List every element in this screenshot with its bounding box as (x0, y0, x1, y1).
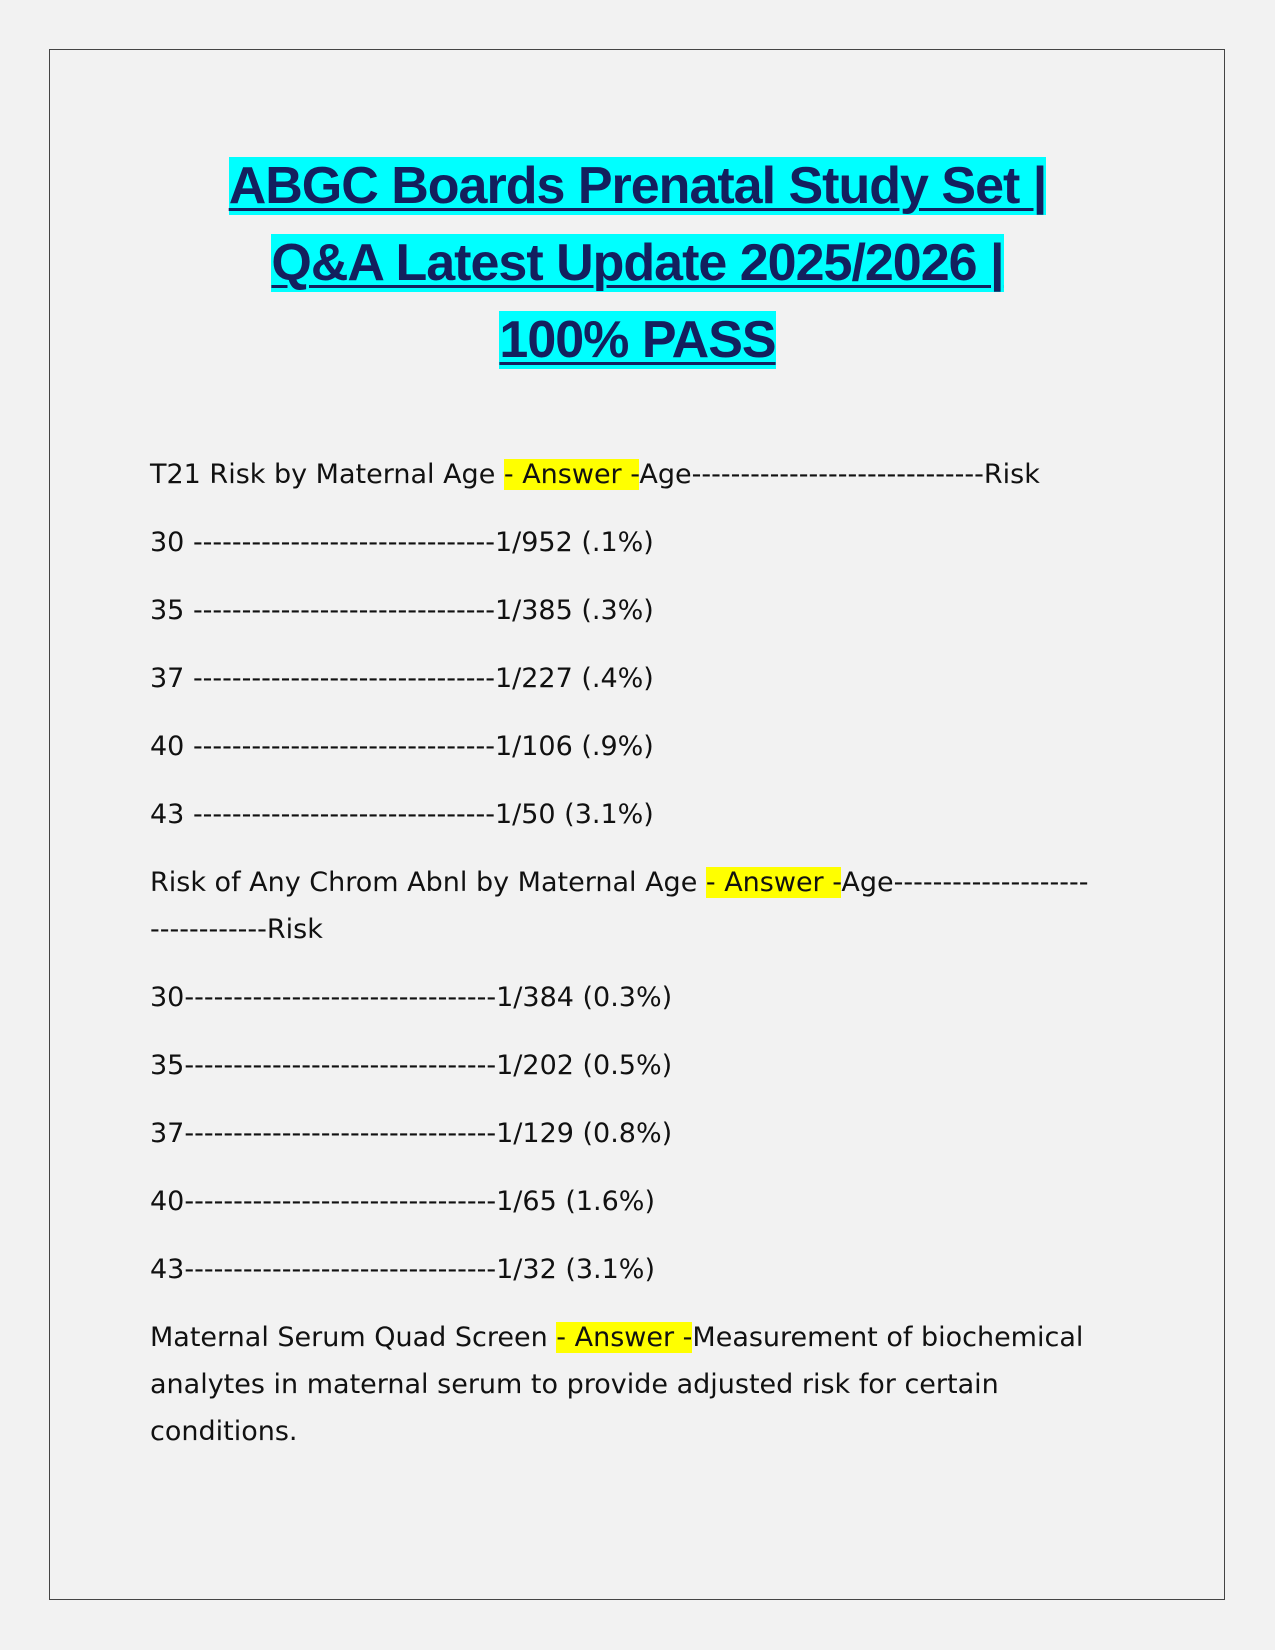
table-row: 35--------------------------------1/202 (0.5%) (150, 1050, 673, 1081)
document-body (150, 451, 1090, 1476)
answer-text: Measurement of biochemical analytes in maternal serum to provide adjusted risk for certain conditions. (150, 1322, 1084, 1447)
answer-text: Age--------------------------------Risk (150, 867, 1089, 945)
answer-text: Age------------------------------Risk (639, 459, 1040, 490)
qa-item-quad (150, 1314, 1090, 1455)
question-text: T21 Risk by Maternal Age (150, 459, 504, 490)
table-row: 43--------------------------------1/32 (3.1%) (150, 1254, 655, 1285)
table-row: 40--------------------------------1/65 (1.6%) (150, 1186, 655, 1217)
qa-item-t21 (150, 451, 1090, 498)
question-text: Maternal Serum Quad Screen (150, 1322, 557, 1353)
table-row: 37--------------------------------1/129 (0.8%) (150, 1118, 673, 1149)
table-row: 35 -------------------------------1/385 (.3%) (150, 595, 654, 626)
title-line-2: Q&A Latest Update 2025/2026 | (271, 234, 1004, 292)
table-row: 43 -------------------------------1/50 (3.1%) (150, 799, 654, 830)
title-line-3: 100% PASS (499, 311, 776, 369)
table-row: 30 -------------------------------1/952 (.1%) (150, 527, 654, 558)
title-line-1: ABGC Boards Prenatal Study Set | (228, 157, 1047, 215)
answer-marker: - Answer - (556, 1322, 693, 1353)
document-title (100, 148, 1175, 379)
answer-marker: - Answer - (705, 867, 842, 898)
question-text: Risk of Any Chrom Abnl by Maternal Age (150, 867, 706, 898)
table-row: 30--------------------------------1/384 (0.3%) (150, 982, 673, 1013)
qa-item-chrom (150, 859, 1090, 953)
table-row: 37 -------------------------------1/227 (.4%) (150, 663, 654, 694)
table-row: 40 -------------------------------1/106 (.9%) (150, 731, 654, 762)
answer-marker: - Answer - (503, 459, 640, 490)
